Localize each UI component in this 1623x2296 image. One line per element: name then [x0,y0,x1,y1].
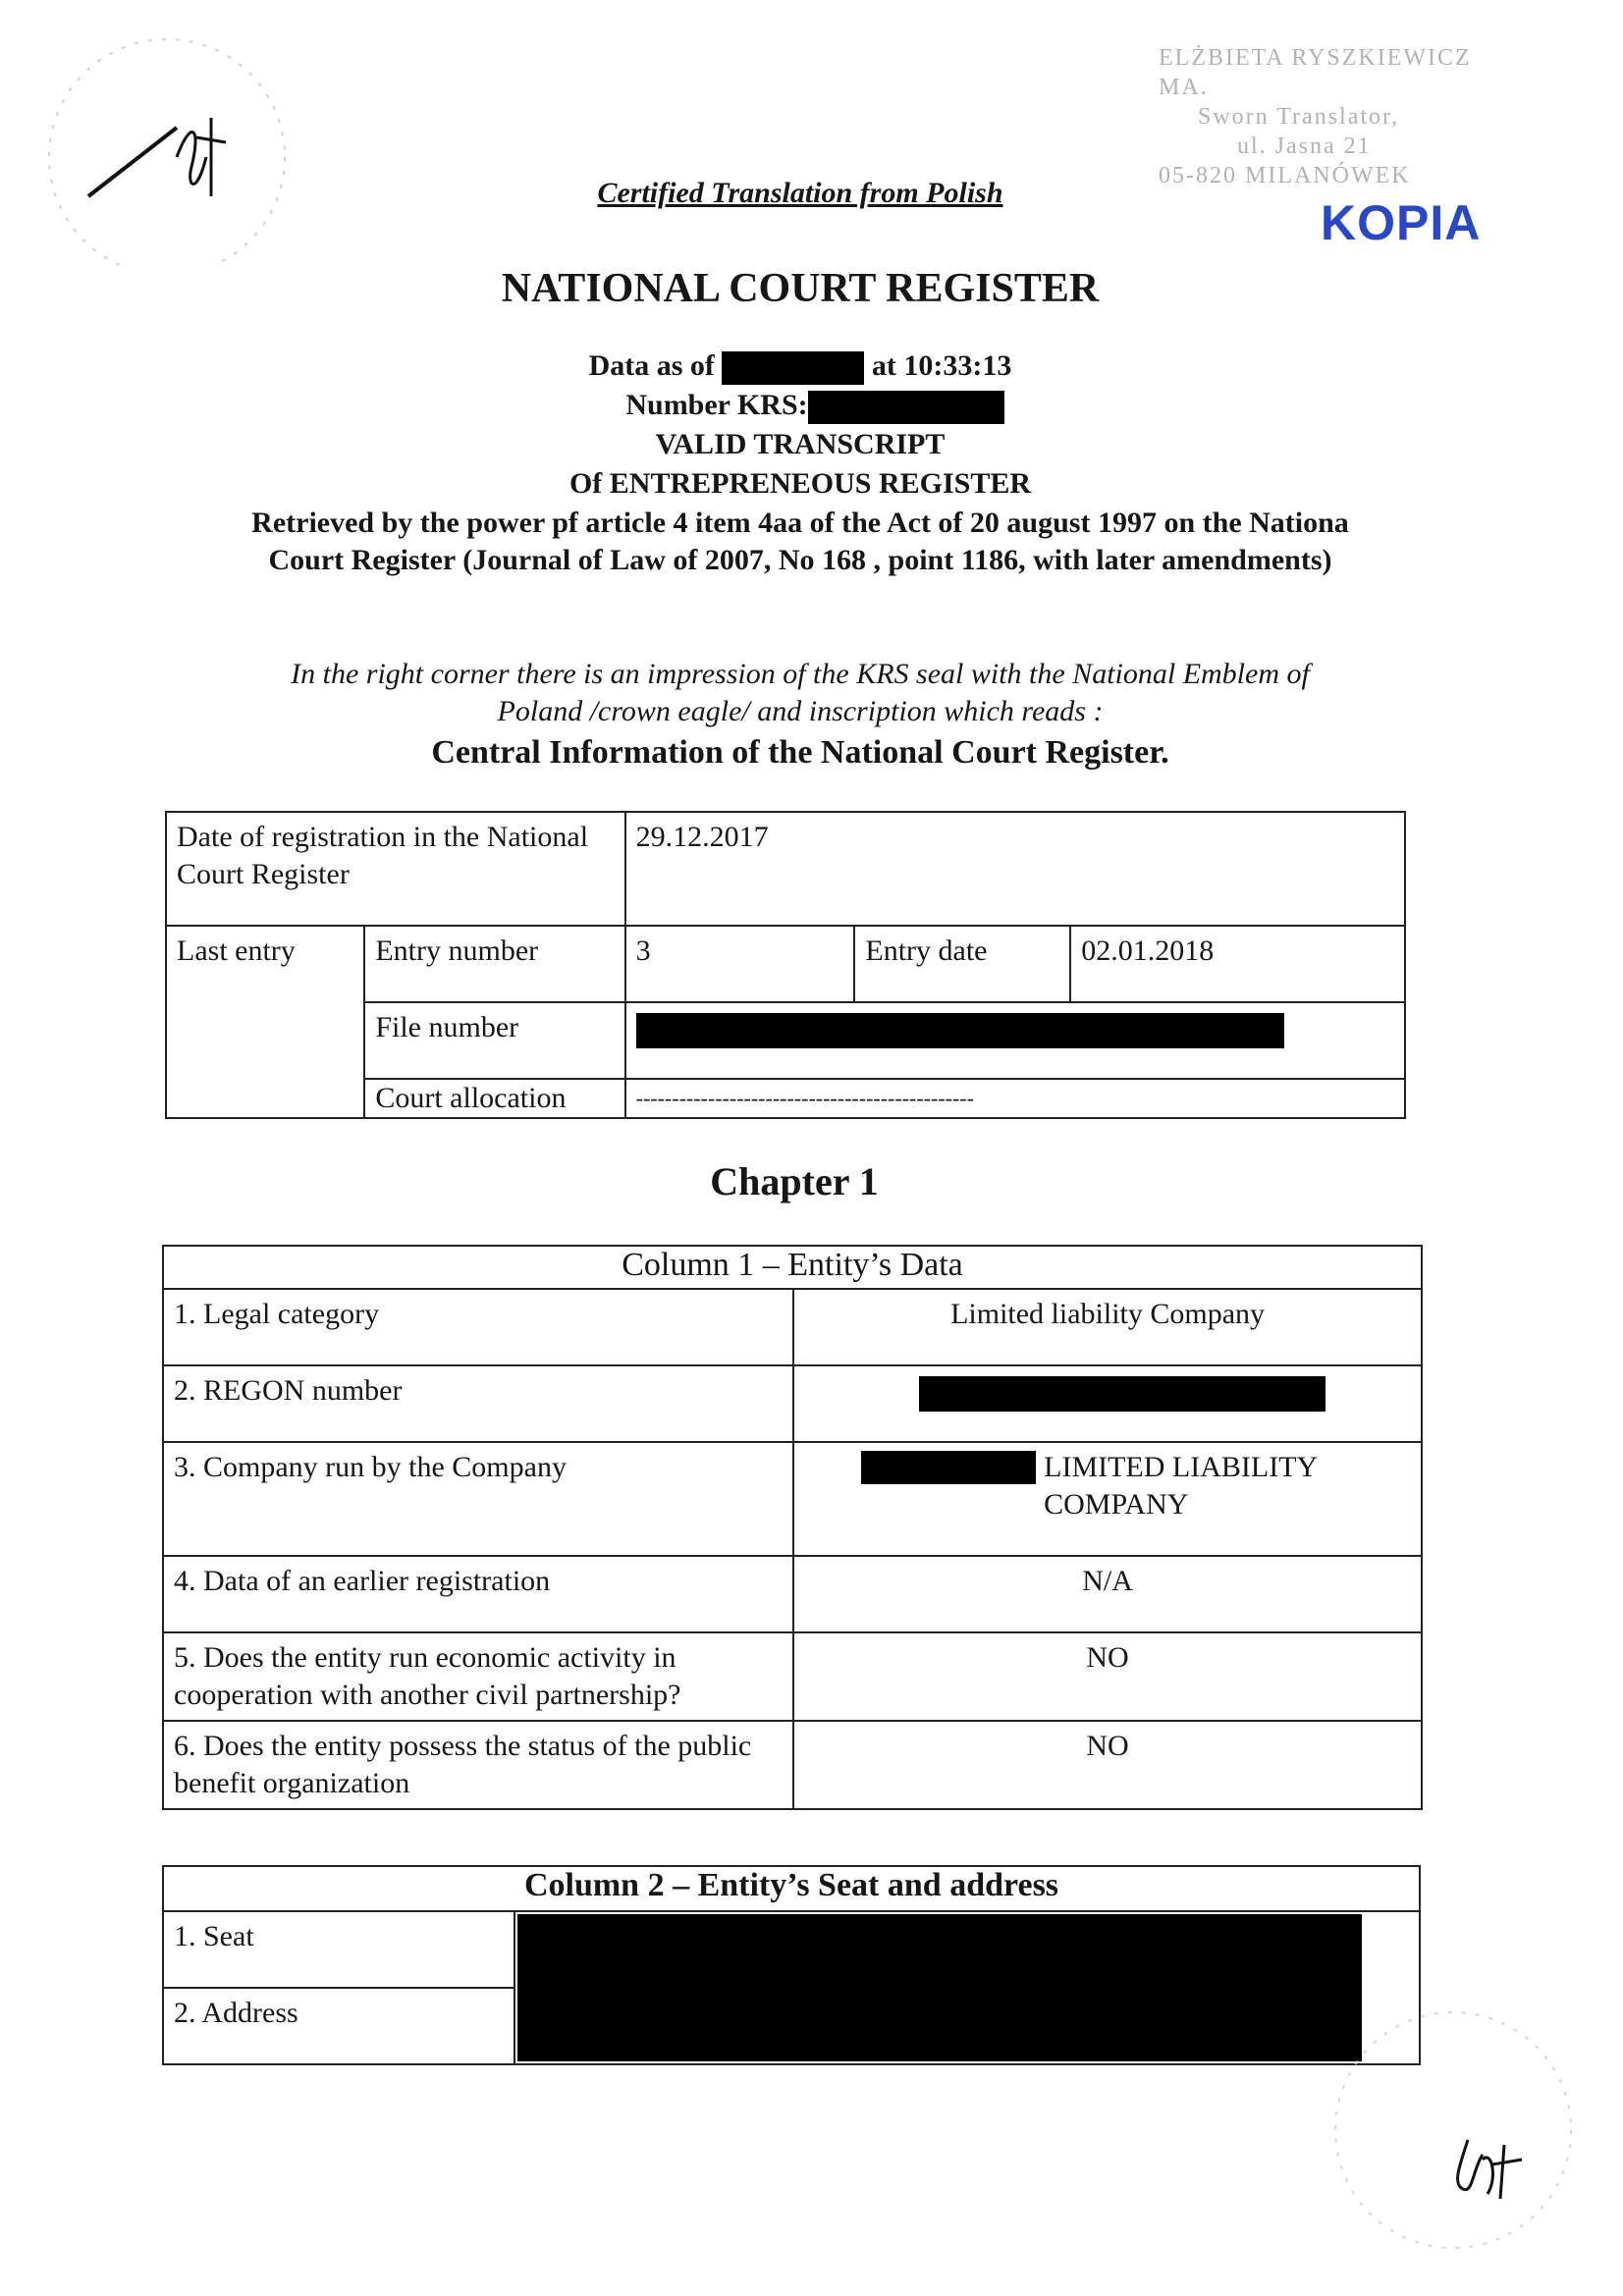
row-value [793,1365,1422,1442]
data-as-of-label: Data as of [588,349,715,382]
entity-seat-table [162,1865,1421,2065]
redacted-file-number [636,1013,1284,1048]
kopia-stamp: KOPIA [1321,195,1482,250]
entrepreneurs-register: Of ENTREPRENEOUS REGISTER [568,467,1032,500]
data-as-of-line [0,349,1600,385]
table-row [163,1721,1422,1809]
seal-note-line-2: Poland /crown eagle/ and inscription which reads : [497,695,1104,727]
krs-label: Number KRS: [625,389,808,421]
certified-translation-heading: Certified Translation from Polish [597,177,1003,209]
registration-date-value: 29.12.2017 [625,812,1405,926]
redacted-date [722,351,864,385]
translator-stamp [1159,43,1512,190]
entry-number-value: 3 [625,926,855,1002]
row-label: 4. Data of an earlier registration [163,1556,793,1632]
seal-and-initials-mark [29,10,314,265]
registration-table [165,811,1406,1119]
row-label: 3. Company run by the Company [163,1442,793,1556]
chapter-title: Chapter 1 [710,1159,879,1203]
row-label: 2. Address [163,1988,514,2064]
stamp-line: ul. Jasna 21 [1237,133,1372,159]
seal-note [0,656,1600,730]
table-row [166,812,1405,926]
row-label: 6. Does the entity possess the status of the public benefit organization [163,1721,793,1809]
document-title: NATIONAL COURT REGISTER [501,266,1100,311]
table-row [163,1442,1422,1556]
row-value: N/A [793,1556,1422,1632]
last-entry-label: Last entry [166,926,364,1118]
stamp-line: 05-820 MILANÓWEK [1159,163,1411,188]
retrieved-line-1: Retrieved by the power pf article 4 item 4aa of the Act of 20 august 1997 on the Nationa [251,507,1349,539]
row-label: 1. Seat [163,1911,514,1988]
row-value: NO [793,1721,1422,1809]
row-value [793,1442,1422,1556]
row-label: 2. REGON number [163,1365,793,1442]
table-row [163,1866,1420,1911]
time-label: at 10:33:13 [871,349,1012,382]
valid-transcript: VALID TRANSCRIPT [655,428,946,460]
entry-number-label: Entry number [364,926,624,1002]
column1-header: Column 1 – Entity’s Data [163,1246,1422,1289]
redacted-krs-number [808,391,1004,424]
registration-date-label: Date of registration in the National Court Register [166,812,625,926]
central-information-heading: Central Information of the National Court Register. [431,734,1169,771]
seal-and-initials-mark [1286,1983,1581,2268]
table-row [163,1289,1422,1365]
entry-date-label: Entry date [854,926,1070,1002]
company-type: LIMITED LIABILITY COMPANY [1044,1451,1318,1521]
krs-number-line [0,389,1600,424]
stamp-line: ELŻBIETA RYSZKIEWICZ MA. [1159,45,1472,100]
table-row [166,926,1405,1002]
entry-date-value: 02.01.2018 [1070,926,1405,1002]
court-allocation-label: Court allocation [364,1079,624,1118]
table-row [163,1556,1422,1632]
seal-note-line-1: In the right corner there is an impression of the KRS seal with the National Emblem of [291,658,1310,690]
retrieved-line-2: Court Register (Journal of Law of 2007, No 168 , point 1186, with later amendments) [268,544,1332,576]
column2-header: Column 2 – Entity’s Seat and address [163,1866,1420,1911]
row-label: 1. Legal category [163,1289,793,1365]
redacted-regon-number [919,1376,1325,1412]
stamp-line: Sworn Translator, [1198,104,1400,130]
row-label: 5. Does the entity run economic activity in cooperation with another civil partnership? [163,1632,793,1721]
redacted-company-name [861,1451,1036,1484]
table-row [163,1365,1422,1442]
table-row [163,1911,1420,1988]
seat-address-value [514,1911,1420,2064]
court-allocation-value: ----------------------------------------------- [625,1079,1405,1118]
table-row [163,1246,1422,1289]
entity-data-table [162,1245,1423,1810]
file-number-value [625,1002,1405,1079]
row-value: Limited liability Company [793,1289,1422,1365]
redacted-seat-and-address [517,1914,1362,2061]
row-value: NO [793,1632,1422,1721]
table-row [163,1632,1422,1721]
file-number-label: File number [364,1002,624,1079]
